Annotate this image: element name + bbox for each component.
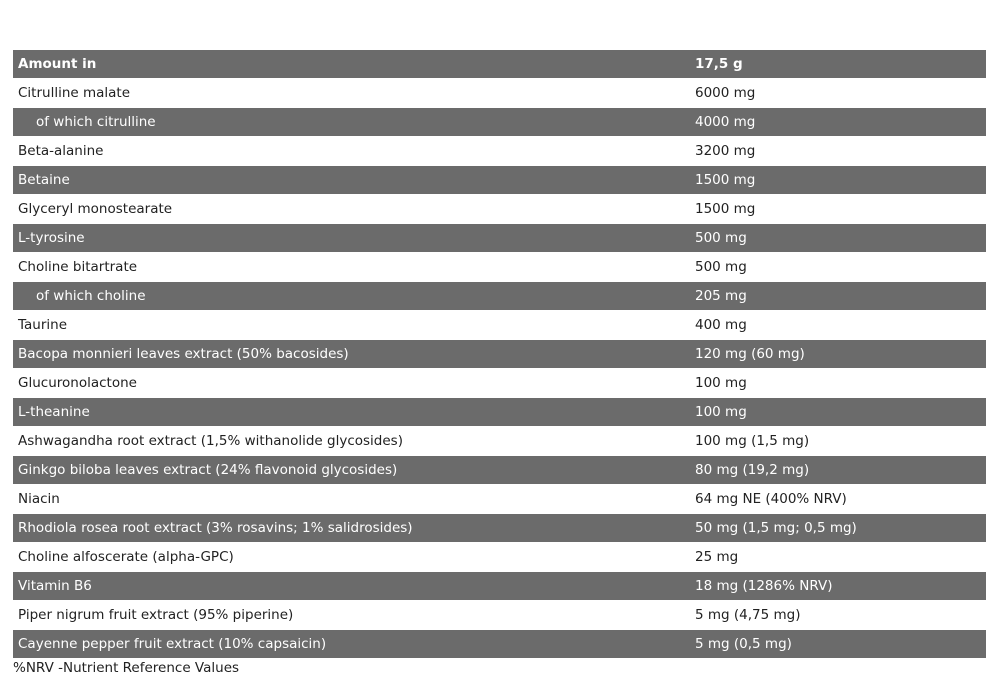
ingredient-amount-cell: 6000 mg (690, 79, 986, 108)
table-row (13, 253, 986, 282)
table-row (13, 601, 986, 630)
ingredient-amount-cell: 205 mg (690, 282, 986, 311)
nrv-footnote: %NRV -Nutrient Reference Values (13, 660, 240, 676)
ingredient-name-cell: Rhodiola rosea root extract (3% rosavins; 1% salidrosides) (13, 514, 690, 543)
table-row (13, 514, 986, 543)
table-row (13, 340, 986, 369)
nutrition-table (13, 50, 986, 659)
table-row (13, 485, 986, 514)
ingredient-amount-cell: 25 mg (690, 543, 986, 572)
ingredient-amount-cell: 400 mg (690, 311, 986, 340)
header-amount-cell: 17,5 g (690, 50, 986, 79)
ingredient-name-cell: Beta-alanine (13, 137, 690, 166)
ingredient-amount-cell: 5 mg (4,75 mg) (690, 601, 986, 630)
table-row (13, 166, 986, 195)
ingredient-amount-cell: 100 mg (690, 369, 986, 398)
ingredient-name-cell: Niacin (13, 485, 690, 514)
header-ingredient-cell: Amount in (13, 50, 690, 79)
ingredient-name-cell: Choline bitartrate (13, 253, 690, 282)
table-row (13, 224, 986, 253)
ingredient-amount-cell: 50 mg (1,5 mg; 0,5 mg) (690, 514, 986, 543)
ingredient-name-cell: Betaine (13, 166, 690, 195)
table-row (13, 311, 986, 340)
ingredient-name-cell: Cayenne pepper fruit extract (10% capsaicin) (13, 630, 690, 659)
ingredient-name-cell: Glyceryl monostearate (13, 195, 690, 224)
ingredient-name-cell: Vitamin B6 (13, 572, 690, 601)
ingredient-amount-cell: 1500 mg (690, 195, 986, 224)
ingredient-name-cell: Ashwagandha root extract (1,5% withanolide glycosides) (13, 427, 690, 456)
ingredient-name-cell: L-tyrosine (13, 224, 690, 253)
ingredient-amount-cell: 100 mg (1,5 mg) (690, 427, 986, 456)
table-header-row (13, 50, 986, 79)
ingredient-name-cell: Glucuronolactone (13, 369, 690, 398)
table-row (13, 456, 986, 485)
ingredient-name-cell: Citrulline malate (13, 79, 690, 108)
table-row (13, 79, 986, 108)
ingredient-amount-cell: 18 mg (1286% NRV) (690, 572, 986, 601)
ingredient-name-cell: of which choline (13, 282, 690, 311)
ingredient-amount-cell: 3200 mg (690, 137, 986, 166)
ingredient-amount-cell: 64 mg NE (400% NRV) (690, 485, 986, 514)
table-row (13, 282, 986, 311)
ingredient-name-cell: Ginkgo biloba leaves extract (24% flavonoid glycosides) (13, 456, 690, 485)
ingredient-amount-cell: 500 mg (690, 224, 986, 253)
table-row (13, 108, 986, 137)
ingredient-name-cell: Piper nigrum fruit extract (95% piperine) (13, 601, 690, 630)
table-row (13, 630, 986, 659)
ingredient-amount-cell: 500 mg (690, 253, 986, 282)
ingredient-name-cell: L-theanine (13, 398, 690, 427)
ingredient-amount-cell: 4000 mg (690, 108, 986, 137)
table-row (13, 427, 986, 456)
nutrition-table-body (13, 50, 986, 659)
table-row (13, 572, 986, 601)
ingredient-amount-cell: 120 mg (60 mg) (690, 340, 986, 369)
ingredient-amount-cell: 80 mg (19,2 mg) (690, 456, 986, 485)
table-row (13, 137, 986, 166)
ingredient-name-cell: Taurine (13, 311, 690, 340)
ingredient-amount-cell: 1500 mg (690, 166, 986, 195)
ingredient-name-cell: Choline alfoscerate (alpha-GPC) (13, 543, 690, 572)
ingredient-amount-cell: 100 mg (690, 398, 986, 427)
table-row (13, 369, 986, 398)
ingredient-name-cell: of which citrulline (13, 108, 690, 137)
ingredient-name-cell: Bacopa monnieri leaves extract (50% bacosides) (13, 340, 690, 369)
ingredient-amount-cell: 5 mg (0,5 mg) (690, 630, 986, 659)
table-row (13, 543, 986, 572)
table-row (13, 195, 986, 224)
table-row (13, 398, 986, 427)
